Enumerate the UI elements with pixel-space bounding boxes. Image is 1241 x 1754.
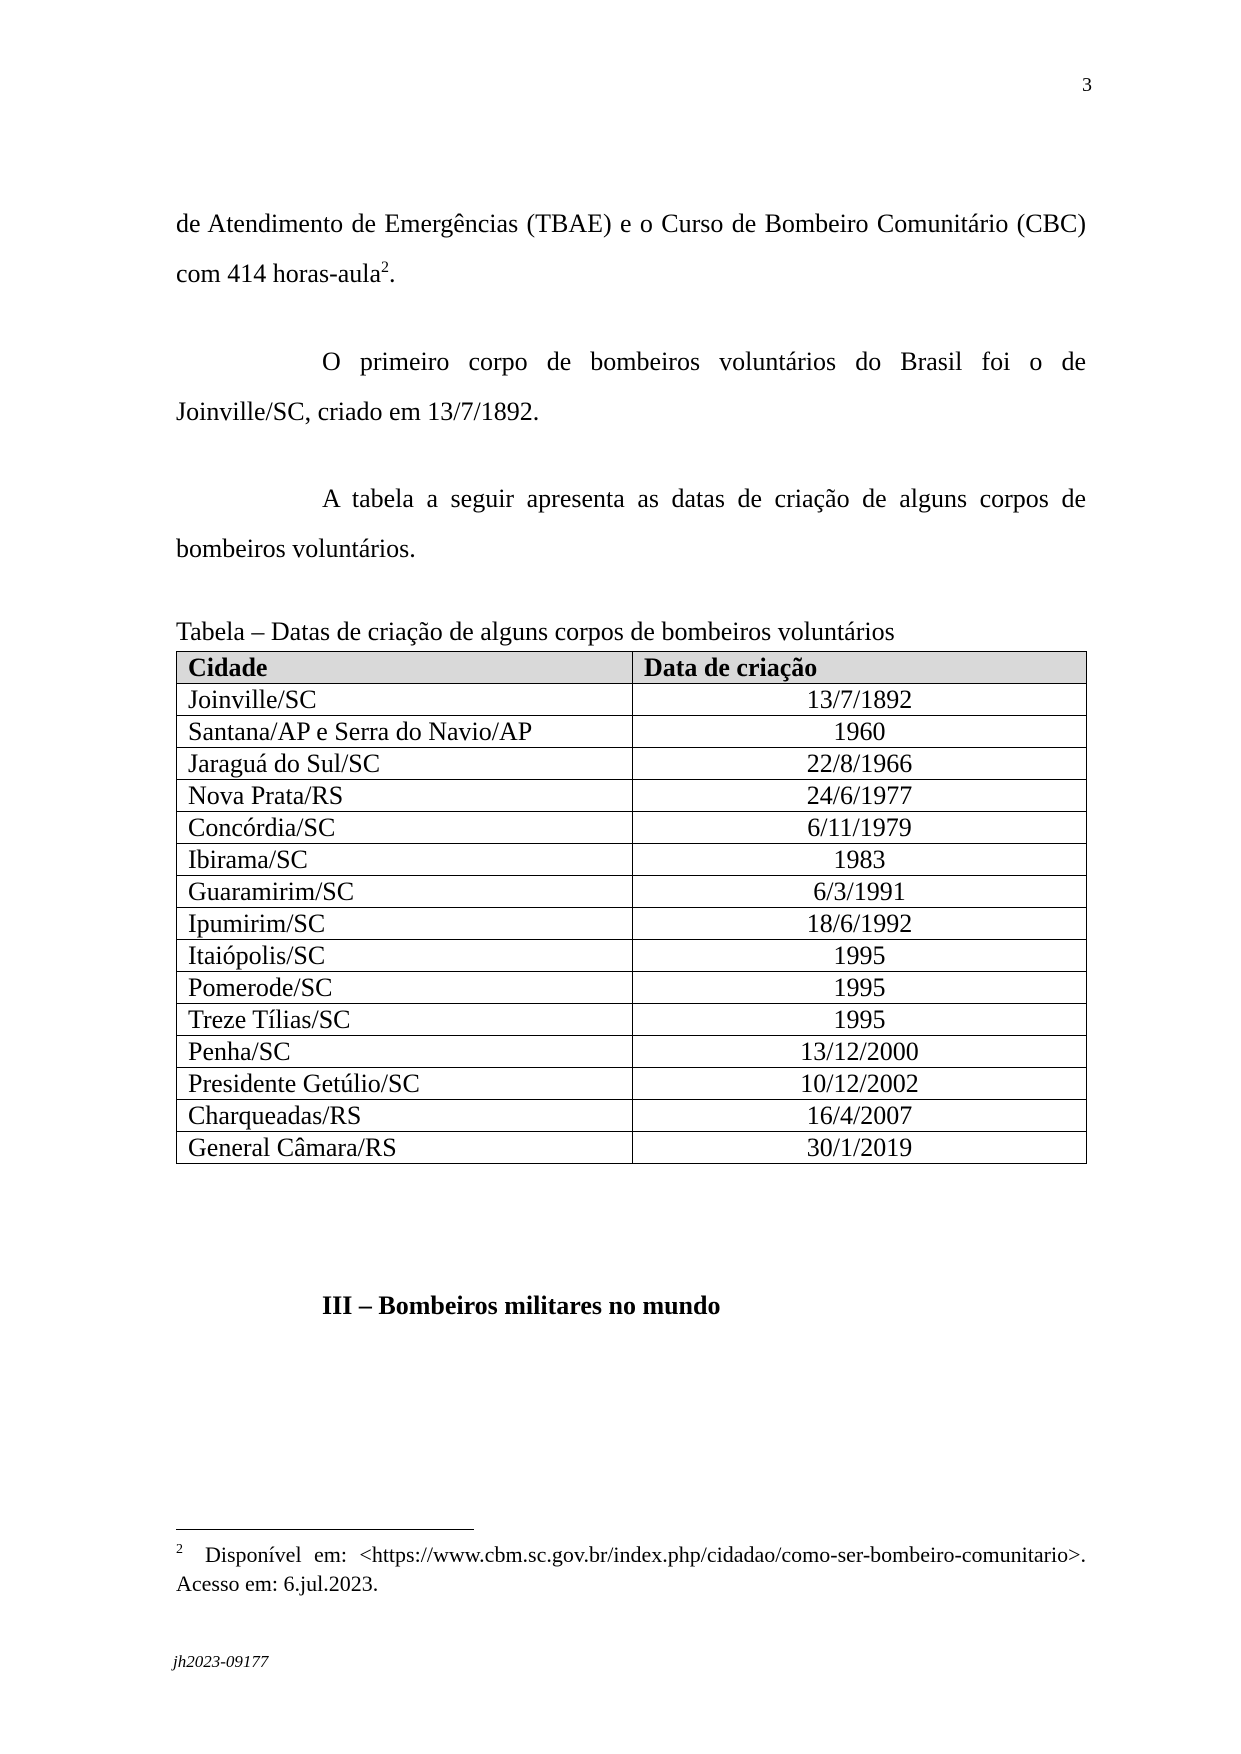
section-heading: III – Bombeiros militares no mundo: [322, 1291, 721, 1320]
city-cell: Treze Tílias/SC: [177, 1004, 633, 1036]
table-caption: Tabela – Datas de criação de alguns corpos de bombeiros voluntários: [176, 617, 895, 646]
table-row: [177, 940, 1087, 972]
date-cell: 13/7/1892: [633, 684, 1087, 716]
footnote-divider: [176, 1529, 474, 1530]
table-row: [177, 1100, 1087, 1132]
city-cell: Nova Prata/RS: [177, 780, 633, 812]
city-cell: Jaraguá do Sul/SC: [177, 748, 633, 780]
date-cell: 24/6/1977: [633, 780, 1087, 812]
date-cell: 10/12/2002: [633, 1068, 1087, 1100]
footnote-reference[interactable]: 2: [381, 259, 390, 276]
table-row: [177, 684, 1087, 716]
city-cell: Guaramirim/SC: [177, 876, 633, 908]
document-code: jh2023-09177: [173, 1652, 269, 1671]
paragraph-end: .: [389, 259, 396, 288]
paragraph-first-corps: [176, 337, 1086, 437]
table-row: [177, 876, 1087, 908]
paragraph-continuation: [176, 199, 1086, 299]
date-cell: 1995: [633, 972, 1087, 1004]
date-cell: 1983: [633, 844, 1087, 876]
date-cell: 1995: [633, 1004, 1087, 1036]
page-number: 3: [1082, 74, 1092, 96]
paragraph-text: O primeiro corpo de bombeiros voluntários do Brasil foi o de Joinville/SC, criado em 13/7/1892.: [176, 347, 1086, 426]
header-creation-date: Data de criação: [633, 652, 1087, 684]
table-row: [177, 812, 1087, 844]
paragraph-text: de Atendimento de Emergências (TBAE) e o Curso de Bombeiro Comunitário (CBC) com 414 horas-aula: [176, 209, 1086, 288]
table-row: [177, 1132, 1087, 1164]
date-cell: 6/11/1979: [633, 812, 1087, 844]
city-cell: Pomerode/SC: [177, 972, 633, 1004]
table-row: [177, 1036, 1087, 1068]
city-cell: Santana/AP e Serra do Navio/AP: [177, 716, 633, 748]
footnote-text: Disponível em: <https://www.cbm.sc.gov.br/index.php/cidadao/como-ser-bombeiro-comunitario>. Acesso em: 6.jul.2023.: [176, 1542, 1086, 1596]
date-cell: 16/4/2007: [633, 1100, 1087, 1132]
date-cell: 13/12/2000: [633, 1036, 1087, 1068]
date-cell: 22/8/1966: [633, 748, 1087, 780]
table-row: [177, 780, 1087, 812]
city-cell: Itaiópolis/SC: [177, 940, 633, 972]
city-cell: Ipumirim/SC: [177, 908, 633, 940]
paragraph-text: A tabela a seguir apresenta as datas de criação de alguns corpos de bombeiros voluntários.: [176, 484, 1086, 563]
city-cell: Concórdia/SC: [177, 812, 633, 844]
date-cell: 1995: [633, 940, 1087, 972]
date-cell: 18/6/1992: [633, 908, 1087, 940]
table-row: [177, 844, 1087, 876]
date-cell: 6/3/1991: [633, 876, 1087, 908]
header-city: Cidade: [177, 652, 633, 684]
table-header-row: [177, 652, 1087, 684]
paragraph-table-intro: [176, 474, 1086, 574]
date-cell: 30/1/2019: [633, 1132, 1087, 1164]
table-row: [177, 716, 1087, 748]
footnote-number: 2: [176, 1542, 183, 1557]
city-cell: Ibirama/SC: [177, 844, 633, 876]
table-row: [177, 748, 1087, 780]
date-cell: 1960: [633, 716, 1087, 748]
creation-dates-table: [176, 651, 1087, 1164]
table-row: [177, 972, 1087, 1004]
footnote: [176, 1540, 1086, 1598]
city-cell: Penha/SC: [177, 1036, 633, 1068]
city-cell: Presidente Getúlio/SC: [177, 1068, 633, 1100]
table-row: [177, 908, 1087, 940]
city-cell: Charqueadas/RS: [177, 1100, 633, 1132]
table-row: [177, 1004, 1087, 1036]
table-row: [177, 1068, 1087, 1100]
city-cell: Joinville/SC: [177, 684, 633, 716]
city-cell: General Câmara/RS: [177, 1132, 633, 1164]
